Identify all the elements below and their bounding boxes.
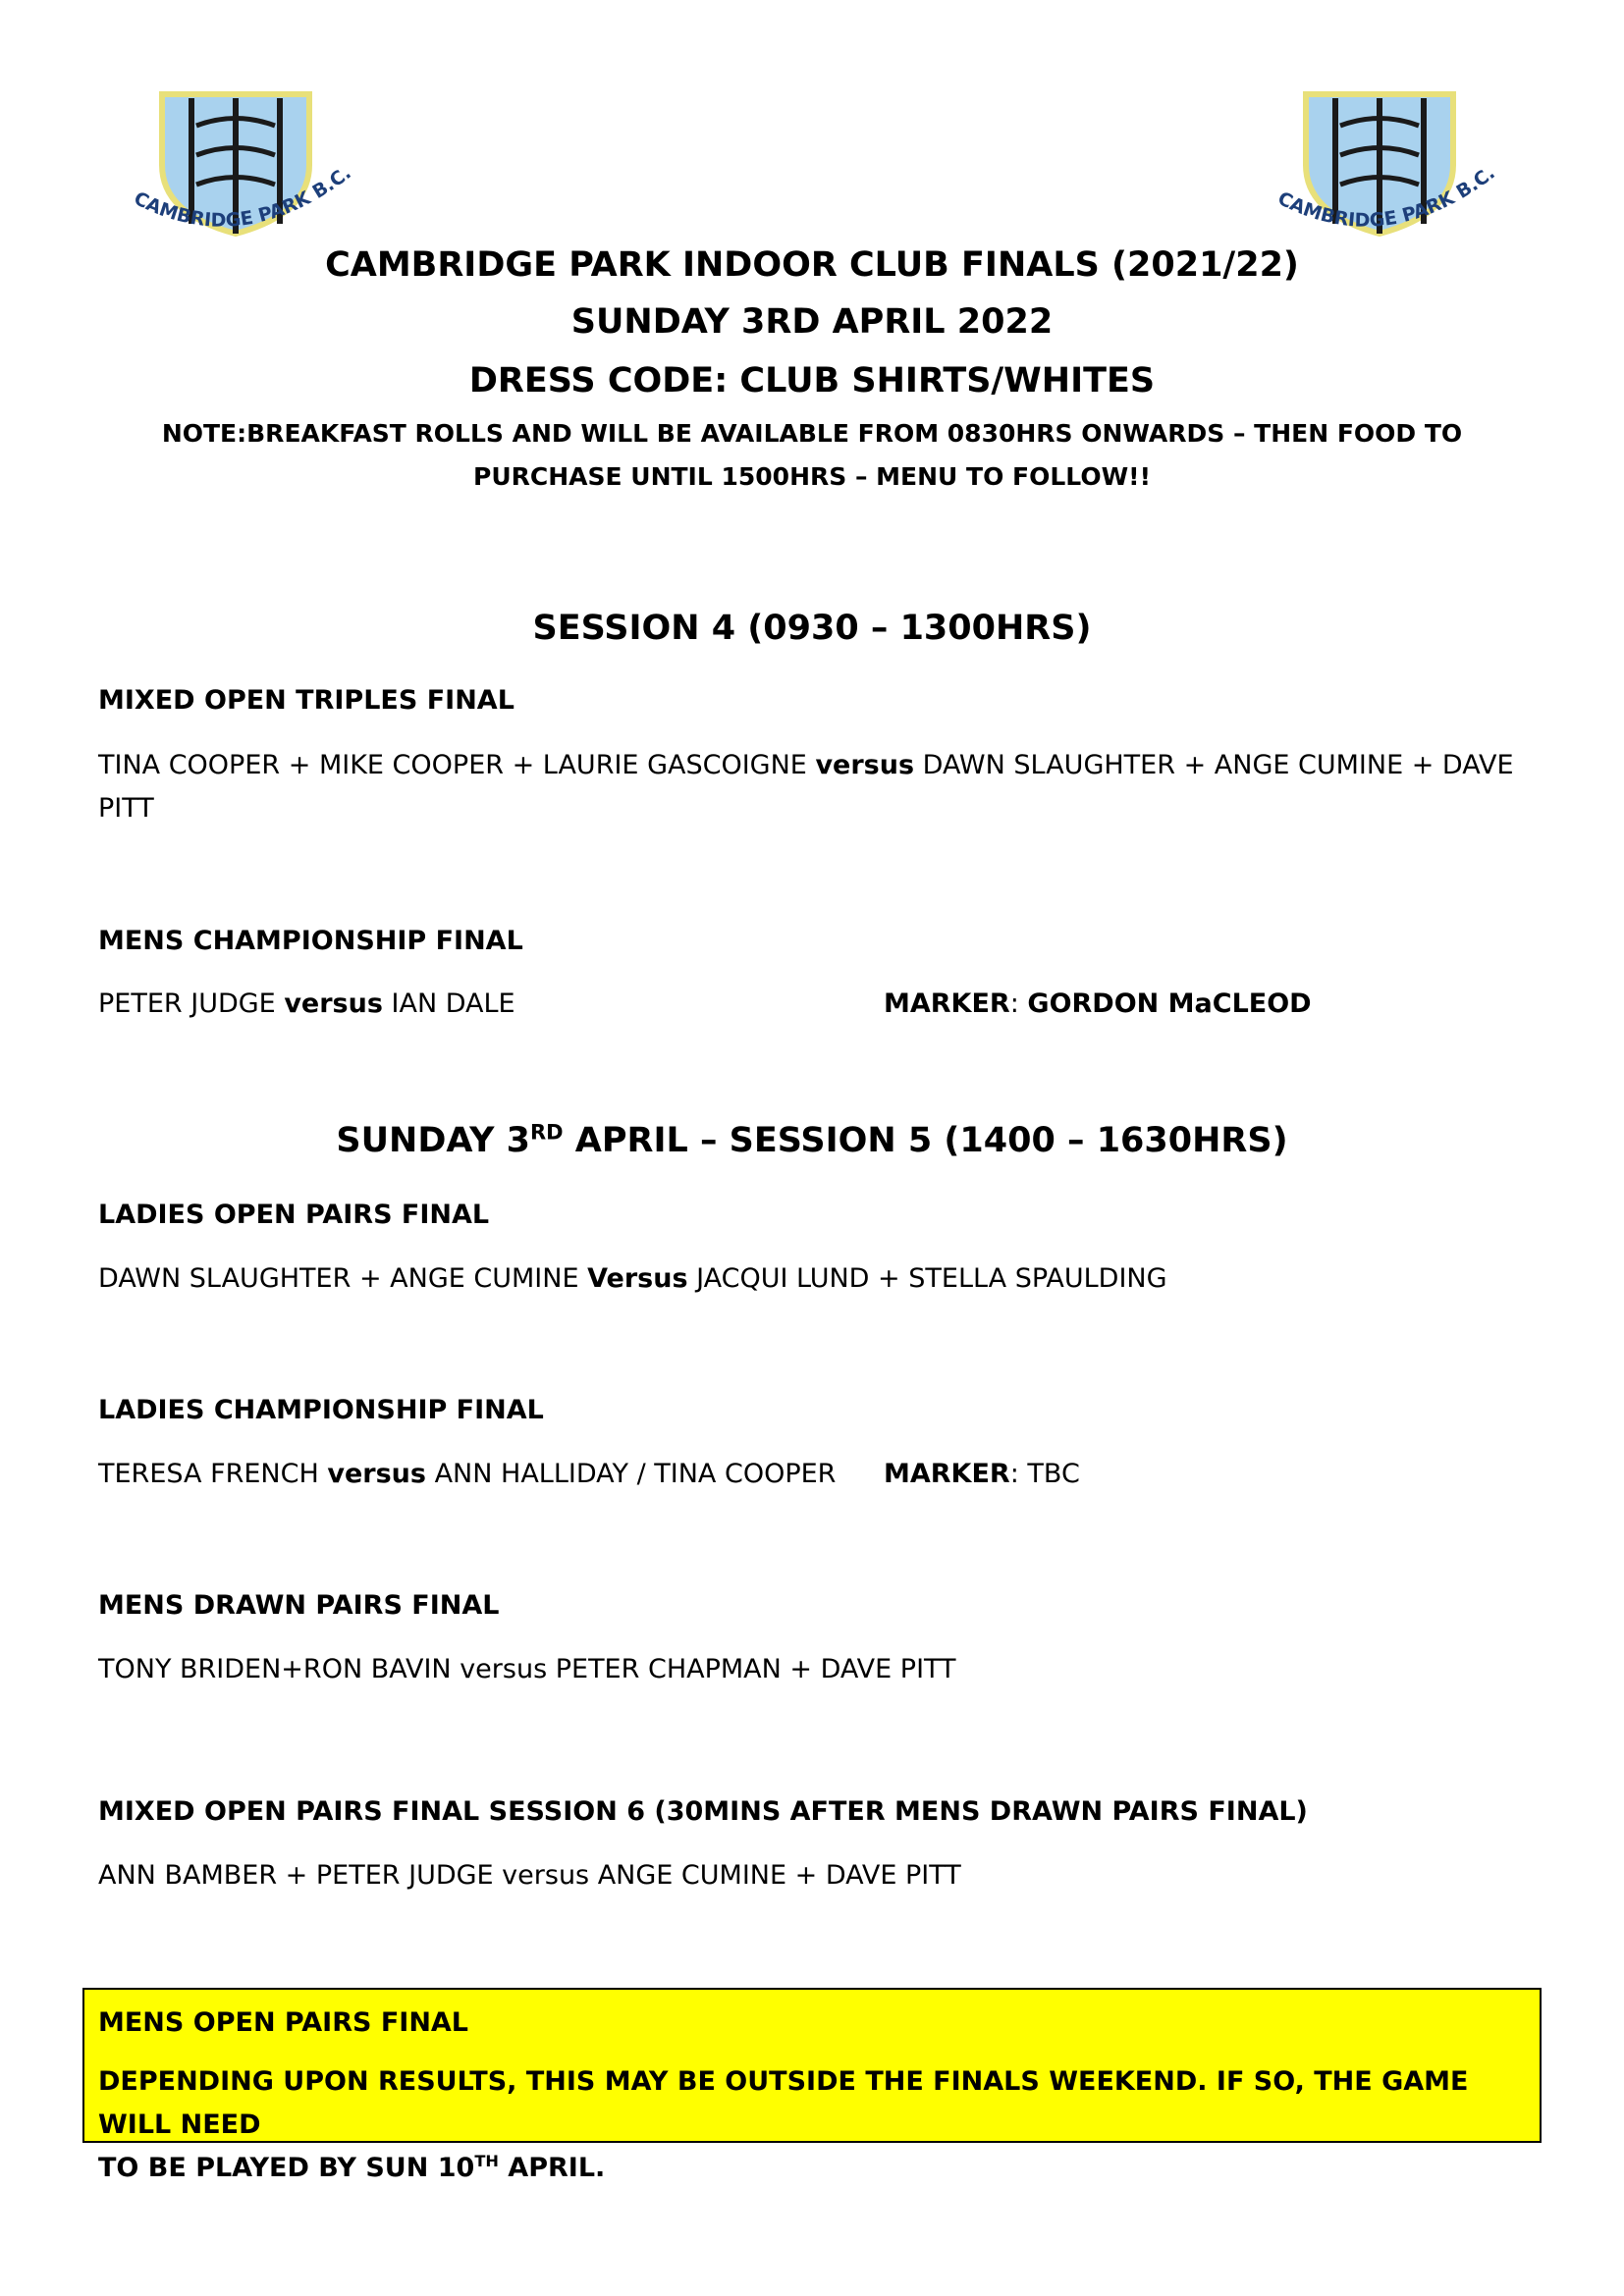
versus-label: versus — [815, 750, 915, 780]
logo-text-right: CAMBRIDGE PARK B.C. — [1273, 162, 1499, 232]
logo-text-left: CAMBRIDGE PARK B.C. — [130, 162, 355, 232]
ladies-championship-marker: MARKER: TBC — [884, 1459, 1080, 1489]
mens-championship-heading: MENS CHAMPIONSHIP FINAL — [98, 926, 523, 956]
mens-championship-marker: MARKER: GORDON MaCLEOD — [884, 988, 1312, 1019]
mixed-pairs-match: ANN BAMBER + PETER JUDGE versus ANGE CUMINE + DAVE PITT — [98, 1860, 961, 1891]
mixed-triples-heading: MIXED OPEN TRIPLES FINAL — [98, 685, 514, 716]
session-4-title: SESSION 4 (0930 – 1300HRS) — [532, 609, 1092, 648]
note-line-2: PURCHASE UNTIL 1500HRS – MENU TO FOLLOW!! — [473, 462, 1151, 491]
session-5-title: SUNDAY 3RD APRIL – SESSION 5 (1400 – 1630HRS) — [336, 1120, 1288, 1160]
ladies-pairs-team-a: DAWN SLAUGHTER + ANGE CUMINE — [98, 1263, 579, 1294]
note-line-1: NOTE:BREAKFAST ROLLS AND WILL BE AVAILABLE FROM 0830HRS ONWARDS – THEN FOOD TO — [161, 419, 1463, 448]
marker-value: TBC — [1027, 1459, 1080, 1489]
ladies-championship-team-b: ANN HALLIDAY / TINA COOPER — [434, 1459, 837, 1489]
mixed-triples-team-b-line-2: PITT — [98, 793, 154, 824]
versus-label: Versus — [587, 1263, 688, 1294]
marker-label: MARKER — [884, 1459, 1010, 1489]
mens-drawn-pairs-heading: MENS DRAWN PAIRS FINAL — [98, 1590, 500, 1621]
notice-heading: MENS OPEN PAIRS FINAL — [98, 2007, 469, 2038]
versus-label: versus — [284, 988, 383, 1019]
mixed-triples-team-b-line-1: DAWN SLAUGHTER + ANGE CUMINE + DAVE — [922, 750, 1514, 780]
mens-open-pairs-notice — [82, 1988, 1542, 2183]
mens-championship-team-a: PETER JUDGE — [98, 988, 276, 1019]
ladies-championship-heading: LADIES CHAMPIONSHIP FINAL — [98, 1395, 544, 1425]
dress-code: DRESS CODE: CLUB SHIRTS/WHITES — [468, 361, 1156, 400]
ladies-pairs-team-b: JACQUI LUND + STELLA SPAULDING — [696, 1263, 1167, 1294]
ladies-championship-team-a: TERESA FRENCH — [98, 1459, 319, 1489]
ladies-championship-match — [98, 1453, 1551, 1496]
versus-label: versus — [327, 1459, 426, 1489]
marker-label: MARKER — [884, 988, 1010, 1019]
mens-championship-match — [98, 983, 1551, 1026]
document-title: CAMBRIDGE PARK INDOOR CLUB FINALS (2021/22) — [325, 245, 1299, 285]
ladies-pairs-heading: LADIES OPEN PAIRS FINAL — [98, 1200, 490, 1230]
mens-drawn-pairs-match: TONY BRIDEN+RON BAVIN versus PETER CHAPMAN + DAVE PITT — [98, 1654, 956, 1684]
mixed-triples-match — [98, 744, 1551, 830]
event-date: SUNDAY 3RD APRIL 2022 — [570, 302, 1054, 342]
mens-championship-team-b: IAN DALE — [391, 988, 515, 1019]
mixed-triples-team-a: TINA COOPER + MIKE COOPER + LAURIE GASCOIGNE — [98, 750, 807, 780]
marker-value: GORDON MaCLEOD — [1027, 988, 1312, 1019]
ladies-pairs-match — [98, 1257, 1551, 1301]
mixed-pairs-heading: MIXED OPEN PAIRS FINAL SESSION 6 (30MINS AFTER MENS DRAWN PAIRS FINAL) — [98, 1796, 1308, 1827]
notice-text: DEPENDING UPON RESULTS, THIS MAY BE OUTSIDE THE FINALS WEEKEND. IF SO, THE GAME WILL NEED TO BE PLAYED BY SUN 10TH APRIL. — [98, 2066, 1469, 2183]
